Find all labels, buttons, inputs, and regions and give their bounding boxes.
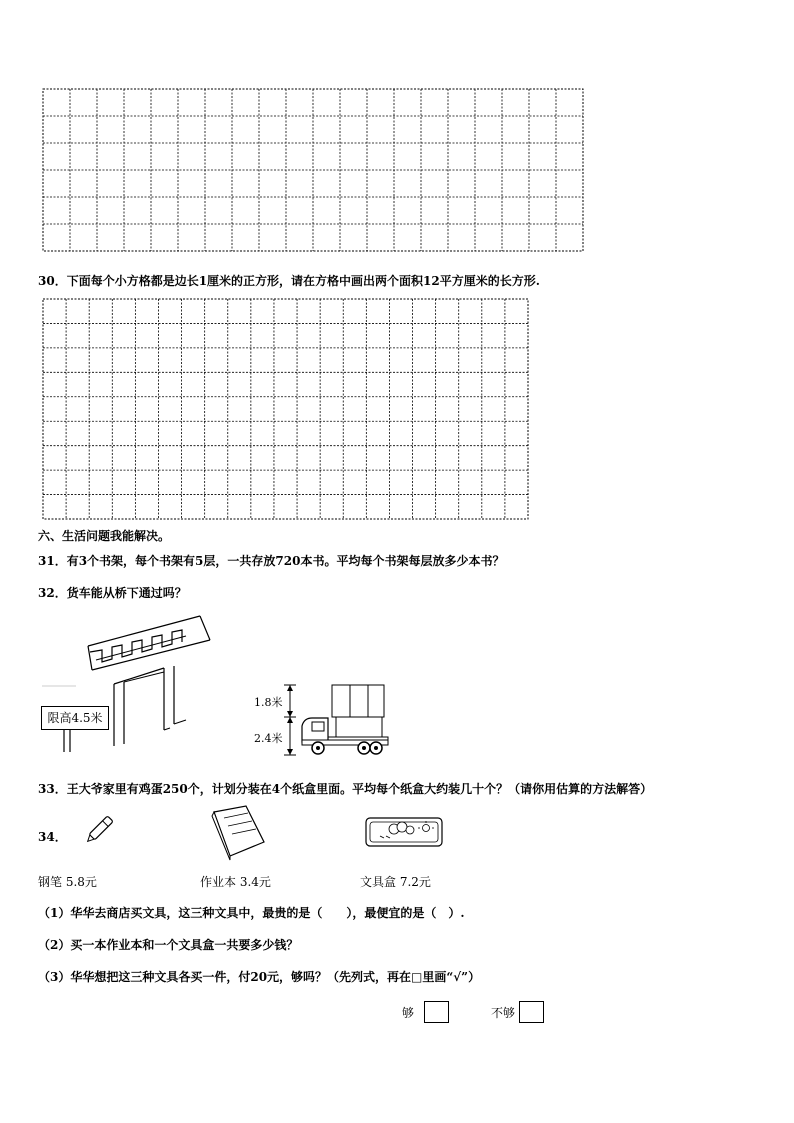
enough-label: 够 — [402, 1006, 415, 1020]
section-title: 六、生活问题我能解决。 — [38, 529, 171, 543]
sub-question-1: （1）华华去商店买文具，这三种文具中，最贵的是（ ），最便宜的是（ ）. — [38, 906, 465, 920]
question-32 — [38, 584, 187, 601]
item-name: 作业本 — [200, 875, 237, 889]
item-name: 文具盒 — [360, 875, 397, 889]
question-number: 31． — [38, 554, 67, 568]
pen-icon — [84, 812, 114, 848]
question-30 — [38, 272, 540, 289]
notebook-icon — [208, 804, 268, 862]
question-text: 下面每个小方格都是边长1厘米的正方形，请在方格中画出两个面积12平方厘米的长方形. — [66, 274, 540, 288]
not-enough-label: 不够 — [491, 1006, 516, 1020]
sub-question-3: （3）华华想把这三种文具各买一件，付20元，够吗？（先列式，再在□里画“√”） — [38, 970, 481, 984]
item-pencil-case — [360, 873, 431, 890]
answer-grid-q30 — [42, 298, 529, 520]
question-number: 33． — [38, 782, 67, 796]
question-text: 货车能从桥下通过吗？ — [66, 586, 187, 600]
question-text: 王大爷家里有鸡蛋250个，计划分装在4个纸盒里面。平均每个纸盒大约装几十个？（请你用估算的方法解答） — [66, 782, 653, 796]
item-price: 3.4元 — [239, 875, 271, 889]
not-enough-checkbox[interactable] — [519, 1001, 544, 1023]
bridge-illustration — [36, 612, 216, 757]
pencil-case-icon — [364, 814, 446, 852]
truck-height-label: 2.4米 — [254, 732, 283, 745]
height-limit-text: 限高4.5米 — [47, 711, 103, 725]
question-33 — [38, 780, 652, 797]
question-34-number: 34． — [38, 830, 67, 844]
item-price: 5.8元 — [65, 875, 97, 889]
truck-illustration — [278, 680, 393, 760]
answer-grid-top — [42, 88, 584, 252]
cargo-height-label: 1.8米 — [254, 696, 283, 709]
item-pen — [38, 873, 97, 890]
question-number: 30． — [38, 274, 67, 288]
grid-q30-border — [43, 299, 528, 519]
question-number: 32． — [38, 586, 67, 600]
item-name: 钢笔 — [38, 875, 63, 889]
height-limit-sign — [41, 706, 109, 730]
question-text: 有3个书架，每个书架有5层，一共存放720本书。平均每个书架每层放多少本书？ — [66, 554, 505, 568]
enough-checkbox[interactable] — [424, 1001, 449, 1023]
sub-question-2: （2）买一本作业本和一个文具盒一共要多少钱？ — [38, 938, 299, 952]
question-31 — [38, 552, 504, 569]
item-notebook — [200, 873, 271, 890]
item-price: 7.2元 — [399, 875, 431, 889]
